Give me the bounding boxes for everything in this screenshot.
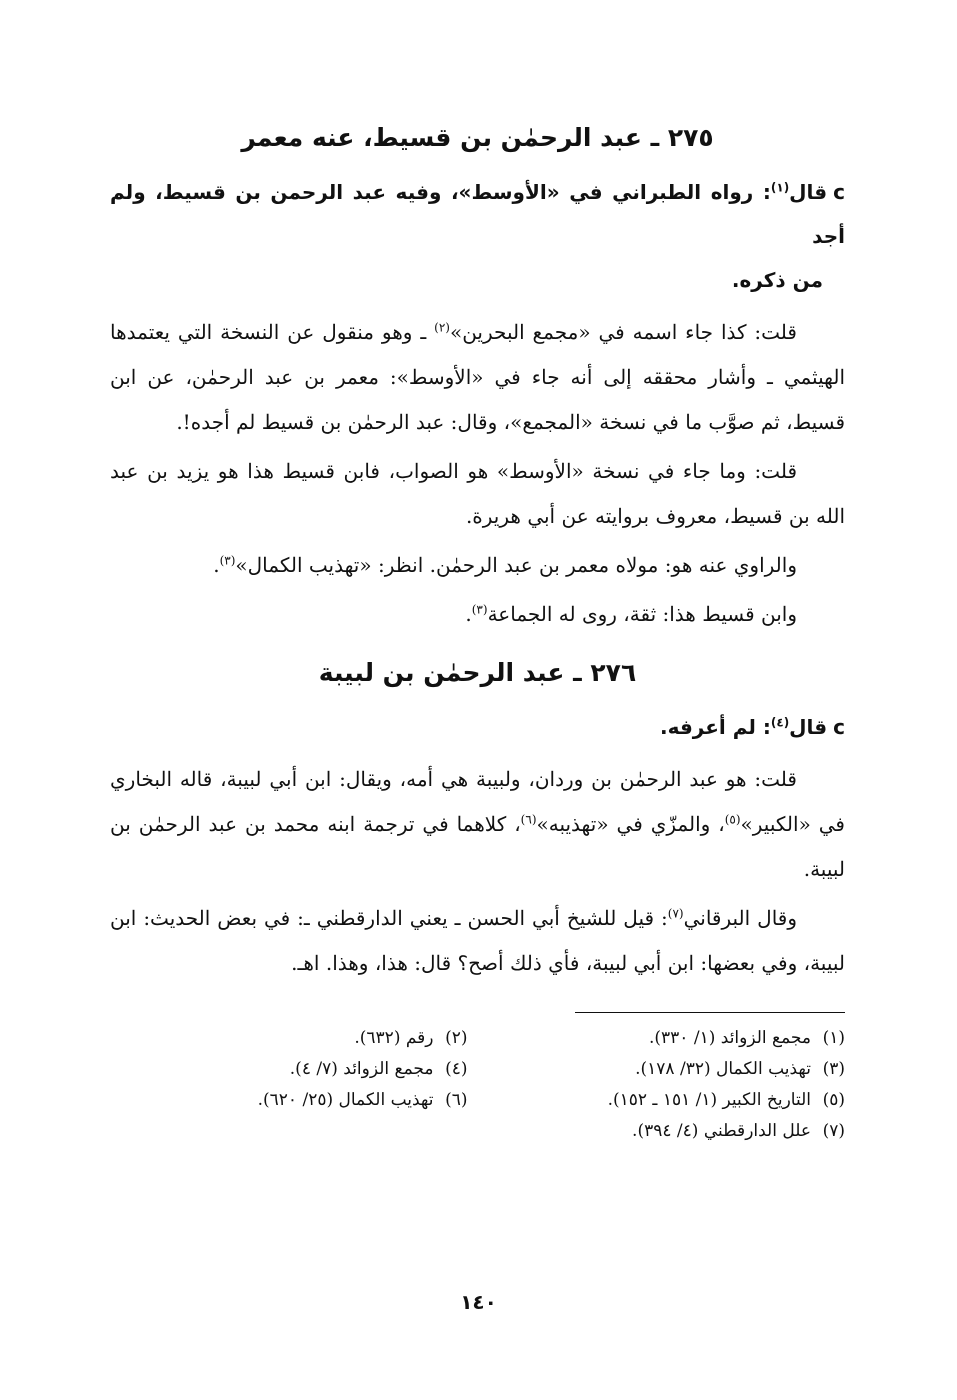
- footnote-text: مجمع الزوائد (١/ ٣٣٠).: [649, 1028, 811, 1048]
- quote-body: : رواه الطبراني في «الأوسط»، وفيه عبد الرحمن بن قسيط، ولم أجد: [110, 180, 845, 248]
- footnote-ref[interactable]: (٦): [520, 812, 537, 827]
- entry-276-paragraph-2: [110, 896, 845, 986]
- footnote-ref[interactable]: (٣): [471, 602, 488, 617]
- footnote-ref[interactable]: (١): [770, 180, 790, 195]
- footnote-4: [110, 1054, 468, 1085]
- entry-275-title: ٢٧٥ ـ عبد الرحمٰن بن قسيط، عنه معمر: [241, 123, 714, 152]
- paragraph-text: والراوي عنه هو: مولاه معمر بن عبد الرحمٰن. انظر: «تهذيب الكمال»: [235, 553, 797, 577]
- footnote-ref[interactable]: (٢): [434, 320, 450, 335]
- footnote-text: تهذيب الكمال (٢٥/ ٦٢٠).: [257, 1090, 434, 1110]
- footnote-number: (١): [822, 1028, 845, 1048]
- footnote-6: [110, 1085, 468, 1116]
- footnote-number: (٤): [445, 1059, 468, 1079]
- footnote-ref[interactable]: (٣): [219, 553, 236, 568]
- footnote-text: علل الدارقطني (٤/ ٣٩٤).: [632, 1121, 811, 1141]
- entry-276-quote: [110, 705, 845, 749]
- footnote-divider: [575, 1012, 845, 1013]
- page-number: ١٤٠: [460, 1290, 497, 1314]
- quote-marker: c: [833, 715, 845, 739]
- paragraph-text: ـ وهو منقول عن النسخة التي يعتمدها الهيثمي ـ وأشار محققه إلى أنه جاء في «الأوسط»: معمر بن عبد الرحمٰن، عن ابن قسيط، ثم صوَّب ما في نسخة «المجمع»، وقال: عبد الرحمٰن بن قسيط لم أجده!.: [110, 320, 845, 434]
- entry-275-paragraph-2: قلت: وما جاء في نسخة «الأوسط» هو الصواب، فابن قسيط هذا هو يزيد بن عبد الله بن قسيط، معروف بروايته عن أبي هريرة.: [110, 459, 845, 528]
- footnote-number: (٥): [822, 1090, 845, 1110]
- paragraph-text: : قيل للشيخ أبي الحسن ـ يعني الدارقطني ـ: في بعض الحديث: ابن لبيبة، وفي بعضها: ابن أبي لبيبة، فأي ذلك أصح؟ قال: هذا، وهذا. اهـ.: [110, 906, 845, 975]
- footnote-text: رقم (٦٣٢).: [354, 1028, 434, 1048]
- entry-276-title: ٢٧٦ ـ عبد الرحمٰن بن لبيبة: [318, 658, 637, 687]
- entry-275-paragraph-1: [110, 310, 845, 445]
- footnote-number: (٢): [445, 1028, 468, 1048]
- entry-275-paragraph-3: [110, 543, 845, 588]
- paragraph-text: .: [465, 602, 472, 626]
- footnotes: [110, 1023, 845, 1147]
- footnote-number: (٣): [822, 1059, 845, 1079]
- footnote-ref[interactable]: (٧): [667, 906, 684, 921]
- paragraph-text: ، والمزّي في «تهذيبه»: [536, 812, 725, 836]
- paragraph-text: قلت: كذا جاء اسمه في «مجمع البحرين»: [449, 320, 797, 344]
- quote-marker: c: [833, 180, 845, 204]
- footnote-3: [488, 1054, 846, 1085]
- footnote-1: [488, 1023, 846, 1054]
- footnote-7: [488, 1116, 846, 1147]
- quote-body: : لم أعرفه.: [659, 715, 771, 739]
- footnote-ref[interactable]: (٤): [770, 715, 790, 730]
- entry-275-paragraph-4: [110, 592, 845, 637]
- entry-275-quote: [110, 170, 845, 302]
- quote-lead: قال: [789, 715, 828, 739]
- footnote-text: مجمع الزوائد (٧/ ٤).: [289, 1059, 434, 1079]
- entry-276-paragraph-1: [110, 757, 845, 892]
- footnote-ref[interactable]: (٥): [724, 812, 741, 827]
- paragraph-text: وابن قسيط هذا: ثقة، روى له الجماعة: [487, 602, 797, 626]
- footnote-text: تهذيب الكمال (٣٢/ ١٧٨).: [635, 1059, 811, 1079]
- paragraph-text: وقال البرقاني: [683, 906, 798, 930]
- paragraph-text: قلت: هو عبد الرحمٰن بن وردان، ولبيبة هي أمه، ويقال: ابن أبي لبيبة، قاله البخاري في «الكبير»: [110, 767, 845, 836]
- footnote-5: [488, 1085, 846, 1116]
- footnote-2: [110, 1023, 468, 1054]
- quote-continuation: من ذكره.: [731, 268, 823, 292]
- footnote-text: التاريخ الكبير (١/ ١٥١ ـ ١٥٢).: [607, 1090, 811, 1110]
- footnote-number: (٧): [822, 1121, 845, 1141]
- footnote-number: (٦): [445, 1090, 468, 1110]
- paragraph-text: ، كلاهما في ترجمة ابنه محمد بن عبد الرحمٰن بن لبيبة.: [110, 812, 845, 881]
- quote-lead: قال: [789, 180, 828, 204]
- paragraph-text: .: [213, 553, 220, 577]
